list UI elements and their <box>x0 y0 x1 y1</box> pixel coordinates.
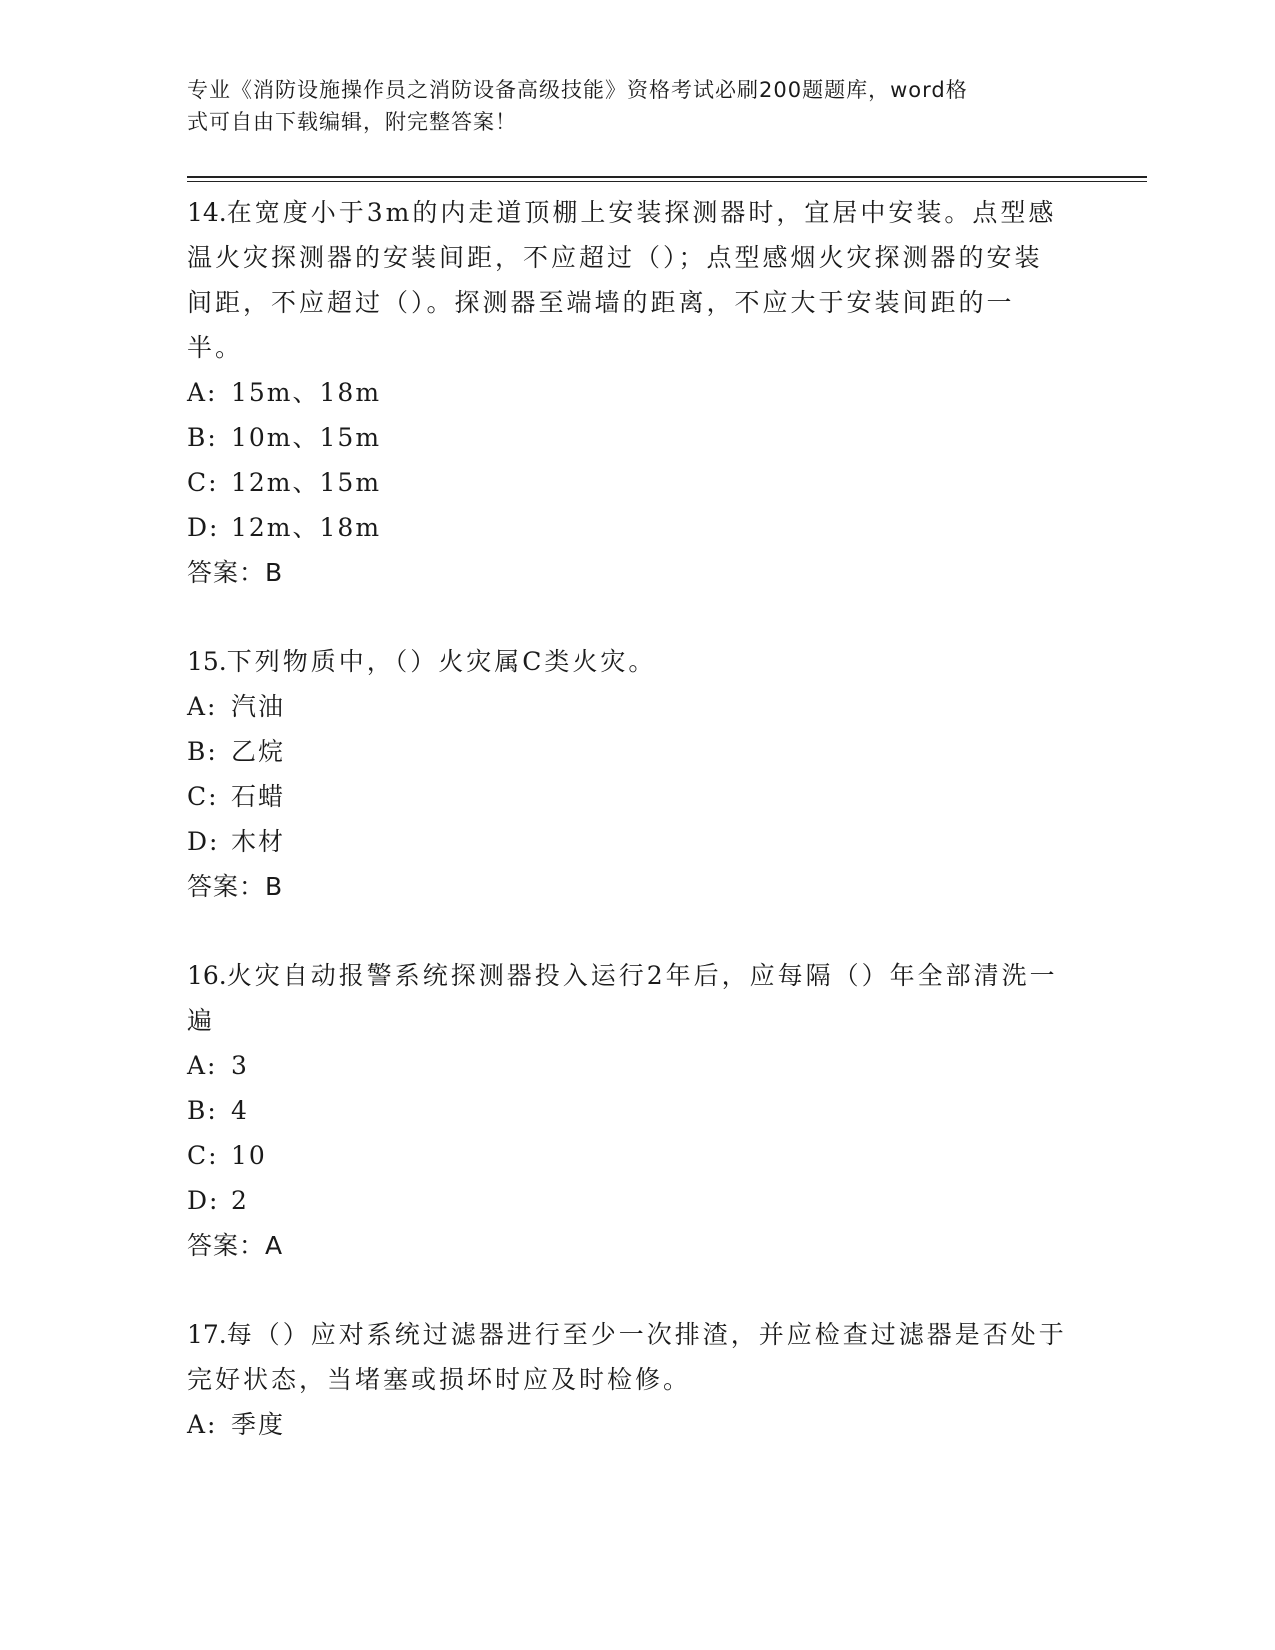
option-c <box>187 1133 1067 1178</box>
option-value: 3 <box>231 1051 249 1080</box>
question-17 <box>187 1312 1067 1447</box>
question-number: 17. <box>187 1320 227 1349</box>
option-key: C: <box>187 468 219 497</box>
option-value: 12m、15m <box>231 468 382 497</box>
option-value: 木材 <box>231 827 286 856</box>
question-number: 15. <box>187 647 227 676</box>
option-value: 12m、18m <box>231 513 382 542</box>
option-value: 4 <box>231 1096 249 1125</box>
option-value: 15m、18m <box>231 378 382 407</box>
option-a <box>187 370 1067 415</box>
answer-line: 答案：B <box>187 872 284 901</box>
option-key: B: <box>187 1096 218 1125</box>
option-value: 季度 <box>231 1410 286 1439</box>
option-b <box>187 1088 1067 1133</box>
option-c <box>187 460 1067 505</box>
header-line-2: 式可自由下载编辑，附完整答案！ <box>187 110 517 134</box>
answer-line: 答案：A <box>187 1231 284 1260</box>
question-text <box>187 1312 1067 1402</box>
question-14 <box>187 190 1067 595</box>
option-key: A: <box>187 692 218 721</box>
option-d <box>187 819 1067 864</box>
option-value: 乙烷 <box>231 737 286 766</box>
document-header <box>187 74 1067 138</box>
option-key: B: <box>187 423 218 452</box>
question-text <box>187 639 1067 684</box>
question-body: 在宽度小于3m的内走道顶棚上安装探测器时，宜居中安装。点型感温火灾探测器的安装间距，不应超过（）；点型感烟火灾探测器的安装间距，不应超过（）。探测器至端墙的距离，不应大于安装间距的一半。 <box>187 198 1057 362</box>
option-value: 2 <box>231 1186 249 1215</box>
option-b <box>187 729 1067 774</box>
question-15 <box>187 639 1067 909</box>
option-key: B: <box>187 737 218 766</box>
question-number: 16. <box>187 961 227 990</box>
option-key: D: <box>187 827 220 856</box>
option-c <box>187 774 1067 819</box>
option-value: 汽油 <box>231 692 286 721</box>
answer-line: 答案：B <box>187 558 284 587</box>
question-text <box>187 953 1067 1043</box>
option-a <box>187 1043 1067 1088</box>
header-line-1: 专业《消防设施操作员之消防设备高级技能》资格考试必刷200题题库，word格 <box>187 78 968 102</box>
question-body: 每（）应对系统过滤器进行至少一次排渣，并应检查过滤器是否处于完好状态，当堵塞或损坏时应及时检修。 <box>187 1320 1067 1394</box>
question-16 <box>187 953 1067 1268</box>
question-body: 火灾自动报警系统探测器投入运行2年后，应每隔（）年全部清洗一遍 <box>187 961 1058 1035</box>
option-key: D: <box>187 1186 220 1215</box>
option-key: C: <box>187 782 219 811</box>
option-d <box>187 505 1067 550</box>
question-list <box>187 190 1067 1491</box>
option-key: A: <box>187 1410 218 1439</box>
option-b <box>187 415 1067 460</box>
question-text <box>187 190 1067 370</box>
option-key: A: <box>187 378 218 407</box>
option-value: 石蜡 <box>231 782 286 811</box>
option-a <box>187 684 1067 729</box>
option-key: C: <box>187 1141 219 1170</box>
option-d <box>187 1178 1067 1223</box>
option-value: 10m、15m <box>231 423 382 452</box>
question-body: 下列物质中，（）火灾属C类火灾。 <box>226 647 657 676</box>
header-divider-thin <box>187 181 1147 182</box>
header-divider-thick <box>187 176 1147 178</box>
question-number: 14. <box>187 198 227 227</box>
option-key: A: <box>187 1051 218 1080</box>
option-value: 10 <box>231 1141 267 1170</box>
option-key: D: <box>187 513 220 542</box>
option-a <box>187 1402 1067 1447</box>
